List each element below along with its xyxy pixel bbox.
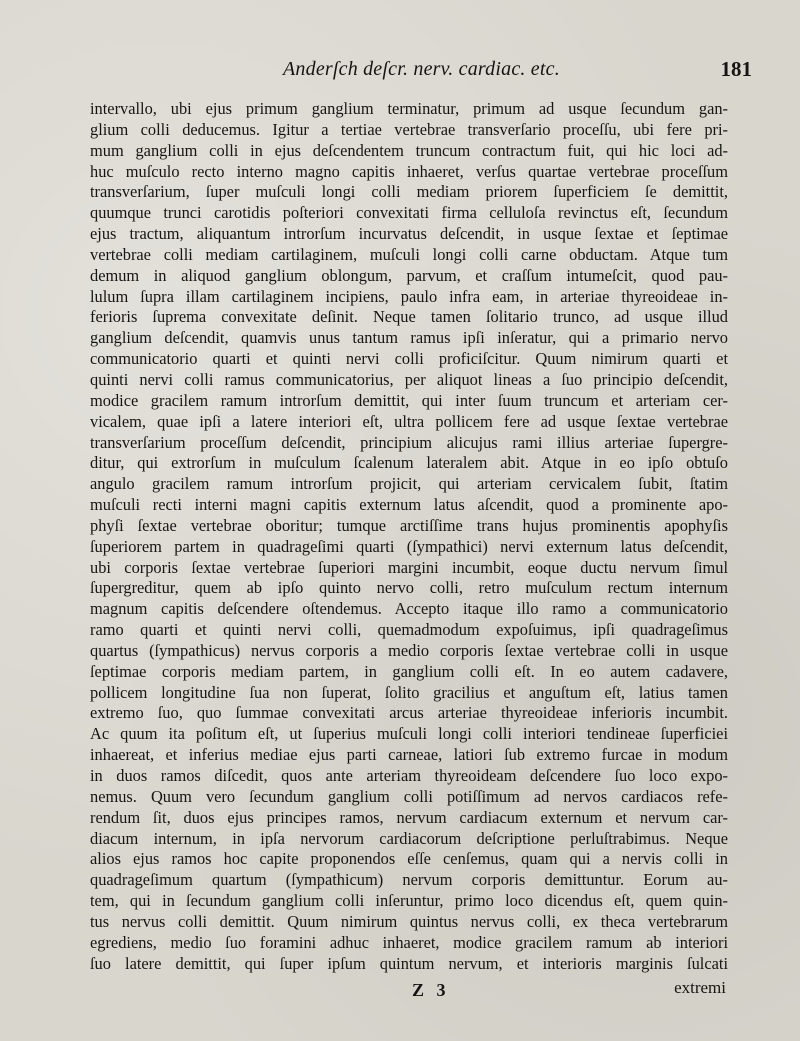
text-line: quinti nervi colli ramus communicatorius, per aliquot lineas a ſuo principio deſcendit, (90, 369, 728, 389)
text-line: ſupergreditur, quem ab ipſo quinto nervo colli, retro muſculum rectum internum (90, 578, 728, 598)
text-line: alios ejus ramos hoc capite proponendos eſſe cenſemus, quam qui a nervis colli in (90, 849, 728, 869)
text-line: intervallo, ubi ejus primum ganglium terminatur, primum ad usque ſecundum gan- (90, 99, 728, 118)
text-line: ramo quarti et quinti nervi colli, quemadmodum expoſuimus, ipſi quadrageſimus (90, 620, 728, 640)
text-line: ſuo latere demittit, qui ſuper ipſum quintum nervum, et interioris marginis ſulcati (90, 953, 728, 973)
text-line: vertebrae colli mediam cartilaginem, muſculi longi colli carne obductam. Atque tum (90, 244, 728, 264)
text-line: modice gracilem ramum introrſum demittit, qui inter ſuum truncum et arteriam cer- (90, 390, 728, 410)
text-line: quumque trunci carotidis poſteriori convexitati firma celluloſa revinctus eſt, ſecundum (90, 203, 728, 223)
text-line: diacum internum, in ipſa nervorum cardiacorum deſcriptione perluſtrabimus. Neque (90, 828, 728, 848)
text-line: ferioris ſuprema convexitate deſinit. Neque tamen ſolitario trunco, ad usque illud (90, 307, 728, 327)
page-number: 181 (720, 57, 752, 81)
text-line: angulo gracilem ramum introrſum projicit, qui arteriam cervicalem ſubit, ſtatim (90, 474, 728, 494)
running-head: Anderſch deſcr. nerv. cardiac. etc. (283, 58, 560, 80)
signature-mark: Z 3 (412, 980, 450, 1000)
text-line: ubi corporis ſextae vertebrae ſuperiori margini incumbit, eoque ductu nervum ſimul (90, 557, 728, 577)
text-line: demum in aliquod ganglium oblongum, parvum, et craſſum intumeſcit, quod pau- (90, 265, 728, 285)
text-line: muſculi recti interni magni capitis externum latus aſcendit, quod a prominente apo- (90, 495, 728, 515)
text-line: tem, qui in ſecundum ganglium colli inſeruntur, primo loco dicendus eſt, quem quin- (90, 891, 728, 911)
text-line: rendum ſit, duos ejus principes ramos, nervum cardiacum externum et nervum car- (90, 807, 728, 827)
text-line: ſuperiorem partem in quadrageſimi quarti (ſympathici) nervi externum latus deſcendit, (90, 536, 728, 556)
text-line: quartus (ſympathicus) nervus corporis a medio corporis ſextae vertebrae colli in usque (90, 640, 728, 660)
text-line: glium colli deducemus. Igitur a tertiae vertebrae transverſario proceſſu, ubi fere pri- (90, 119, 728, 139)
text-line: quadrageſimum quartum (ſympathicum) nervum corporis demittuntur. Eorum au- (90, 870, 728, 890)
text-line: mum ganglium colli in ejus deſcendentem truncum contractum fuit, qui hic loci ad- (90, 140, 728, 160)
catchword: extremi (674, 978, 726, 997)
text-line: lulum ſupra illam cartilaginem incipiens, paulo infra eam, in arteriae thyreoideae in- (90, 286, 728, 306)
text-line: in duos ramos diſcedit, quos ante arteriam thyreoideam deſcendere ſuo loco expo- (90, 766, 728, 785)
text-line: magnum capitis deſcendere oſtendemus. Accepto itaque illo ramo a communicatorio (90, 599, 728, 619)
text-line: pollicem longitudine ſua non ſuperat, ſolito gracilius et anguſtum eſt, latius tamen (90, 682, 728, 702)
text-line: transverſarium, ſuper muſculi longi colli mediam priorem ſuperficiem ſe demittit, (90, 182, 728, 202)
text-line: nemus. Quum vero ſecundum ganglium colli potiſſimum ad nervos cardiacos refe- (90, 786, 728, 806)
text-line: ganglium deſcendit, quamvis unus tantum ramus ipſi inſeratur, qui a primario nervo (90, 328, 728, 348)
text-line: vicalem, quae ipſi a latere interiori eſt, ultra pollicem fere ad usque ſextae vertebrae (90, 411, 728, 431)
body-text (90, 99, 728, 974)
text-line: communicatorio quarti et quinti nervi colli proficiſcitur. Quum nimirum quarti et (90, 349, 728, 369)
text-line: extremo ſuo, quo ſummae convexitati arcus arteriae thyreoideae inferioris incumbit. (90, 703, 728, 723)
text-line: egrediens, medio ſuo foramini adhuc inhaeret, modice gracilem ramum ab interiori (90, 932, 728, 952)
text-line: ſeptimae corporis mediam partem, in ganglium colli eſt. In eo autem cadavere, (90, 661, 728, 681)
text-line: huc muſculo recto interno magno capitis inhaeret, verſus quartae vertebrae proceſſum (90, 161, 728, 181)
text-line: inhaereat, et inferius mediae ejus parti carneae, latiori ſub extremo furcae in modum (90, 745, 728, 765)
text-line: ejus tractum, aliquantum introrſum incurvatus deſcendit, in usque ſextae et ſeptimae (90, 224, 728, 244)
text-line: ditur, qui extrorſum in muſculum ſcalenum lateralem abit. Atque in eo ipſo obtuſo (90, 453, 728, 473)
text-line: Ac quum ita poſitum eſt, ut ſuperius muſculi longi colli interiori tendineae ſuperficiei (90, 724, 728, 744)
text-line: phyſi ſextae vertebrae oboritur; tumque arctiſſime trans hujus prominentis apophyſis (90, 515, 728, 535)
text-line: tus nervus colli demittit. Quum nimirum quintus nervus colli, ex theca vertebrarum (90, 911, 728, 931)
text-line: transverſarium proceſſum deſcendit, principium alicujus rami illius arteriae ſupergre- (90, 432, 728, 452)
